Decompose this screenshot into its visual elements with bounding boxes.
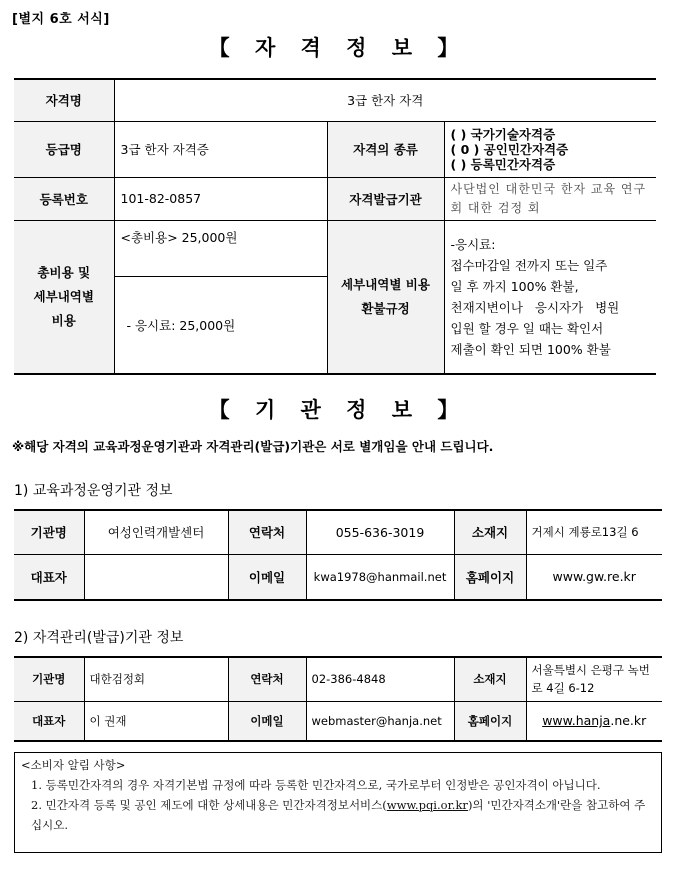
- cost-label-line-1: 총비용 및: [37, 264, 91, 280]
- cost-label: [14, 220, 114, 374]
- edu-email-value[interactable]: kwa1978@hanmail.net: [306, 554, 454, 600]
- refund-line: -응시료:: [450, 236, 496, 252]
- exam-fee-value: - 응시료: 25,000원: [114, 276, 327, 374]
- mgmt-org-value: 대한검정회: [84, 657, 228, 701]
- mgmt-homepage-suffix: .ne.kr: [610, 713, 647, 729]
- refund-line: 일 후 까지 100% 환불,: [450, 278, 579, 294]
- mgmt-homepage-value: [526, 701, 662, 741]
- edu-phone-label: 연락처: [228, 510, 306, 554]
- mgmt-address-label: 소재지: [454, 657, 526, 701]
- management-institution-section-title: 2) 자격관리(발급)기관 정보: [14, 630, 184, 646]
- cost-label-line-3: 비용: [51, 312, 76, 328]
- type-registered-private: ( ) 등록민간자격증: [450, 156, 556, 172]
- mgmt-homepage-label: 홈페이지: [454, 701, 526, 741]
- qualification-type-label: 자격의 종류: [327, 121, 444, 177]
- consumer-notice-item-2-rest: )의 '민간자격소개'란을 참고하여 주십시오.: [31, 798, 646, 832]
- education-institution-section-title: 1) 교육과정운영기관 정보: [14, 483, 173, 499]
- type-certified-private: ( 0 ) 공인민간자격증: [450, 141, 569, 157]
- mgmt-address-value: 서울특별시 은평구 녹번로 4길 6-12: [526, 657, 662, 701]
- edu-address-label: 소재지: [454, 510, 526, 554]
- registration-number-value: 101-82-0857: [114, 177, 327, 220]
- notice-text: ※해당 자격의 교육과정운영기관과 자격관리(발급)기관은 서로 별개임을 안내 드립니다.: [12, 439, 494, 454]
- consumer-notice-item-1: 1. 등록민간자격의 경우 자격기본법 규정에 따라 등록한 민간자격으로, 국가로부터 인정받은 공인자격이 아닙니다.: [31, 778, 601, 792]
- refund-label-line-2: 환불규정: [361, 300, 410, 316]
- mgmt-homepage-link[interactable]: www.hanja: [542, 713, 611, 729]
- refund-line: 천재지변이나 응시자가 병원: [450, 299, 620, 315]
- mgmt-email-label: 이메일: [228, 701, 306, 741]
- refund-line: 접수마감일 전까지 또는 일주: [450, 257, 608, 273]
- mgmt-representative-value: 이 권재: [84, 701, 228, 741]
- refund-policy-value: [444, 220, 656, 374]
- refund-line: 입원 할 경우 일 때는 확인서: [450, 320, 604, 336]
- qualification-name-value: 3급 한자 자격: [114, 79, 656, 121]
- edu-phone-value: 055-636-3019: [306, 510, 454, 554]
- form-number: [별지 6호 서식]: [12, 12, 110, 27]
- qualification-type-list: [444, 121, 656, 177]
- edu-org-label: 기관명: [14, 510, 84, 554]
- mgmt-email-value[interactable]: webmaster@hanja.net: [306, 701, 454, 741]
- issuing-agency-value: 사단법인 대한민국 한자 교육 연구회 대한 검정 회: [444, 177, 656, 220]
- edu-homepage-label: 홈페이지: [454, 554, 526, 600]
- cost-label-line-2: 세부내역별: [33, 288, 94, 304]
- qualification-name-label: 자격명: [14, 79, 114, 121]
- qualification-info-title: 【 자 격 정 보 】: [208, 36, 468, 60]
- mgmt-phone-label: 연락처: [228, 657, 306, 701]
- type-national-technical: ( ) 국가기술자격증: [450, 126, 556, 142]
- education-institution-table: [14, 509, 662, 601]
- consumer-notice-box: [14, 752, 662, 853]
- refund-line: 제출이 확인 되면 100% 환불: [450, 341, 611, 357]
- refund-policy-label: [327, 220, 444, 374]
- edu-homepage-value[interactable]: www.gw.re.kr: [526, 554, 662, 600]
- mgmt-representative-label: 대표자: [14, 701, 84, 741]
- edu-representative-label: 대표자: [14, 554, 84, 600]
- issuing-agency-label: 자격발급기관: [327, 177, 444, 220]
- consumer-notice-item-2: [21, 795, 655, 835]
- mgmt-phone-value: 02-386-4848: [306, 657, 454, 701]
- edu-representative-value: [84, 554, 228, 600]
- qualification-info-table: [14, 78, 656, 375]
- total-cost-value: <총비용> 25,000원: [114, 220, 327, 276]
- edu-address-value: 거제시 계룡로13길 6: [526, 510, 662, 554]
- edu-email-label: 이메일: [228, 554, 306, 600]
- mgmt-org-label: 기관명: [14, 657, 84, 701]
- consumer-notice-item-2-text: 2. 민간자격 등록 및 공인 제도에 대한 상세내용은 민간자격정보서비스(: [31, 798, 387, 812]
- registration-number-label: 등록번호: [14, 177, 114, 220]
- pqi-link[interactable]: www.pqi.or.kr: [386, 798, 468, 812]
- edu-org-value: 여성인력개발센터: [84, 510, 228, 554]
- management-institution-table: [14, 656, 662, 742]
- refund-label-line-1: 세부내역별 비용: [341, 276, 430, 292]
- consumer-notice-heading: <소비자 알림 사항>: [21, 758, 126, 772]
- grade-name-label: 등급명: [14, 121, 114, 177]
- grade-name-value: 3급 한자 자격증: [114, 121, 327, 177]
- institution-info-title: 【 기 관 정 보 】: [208, 398, 468, 422]
